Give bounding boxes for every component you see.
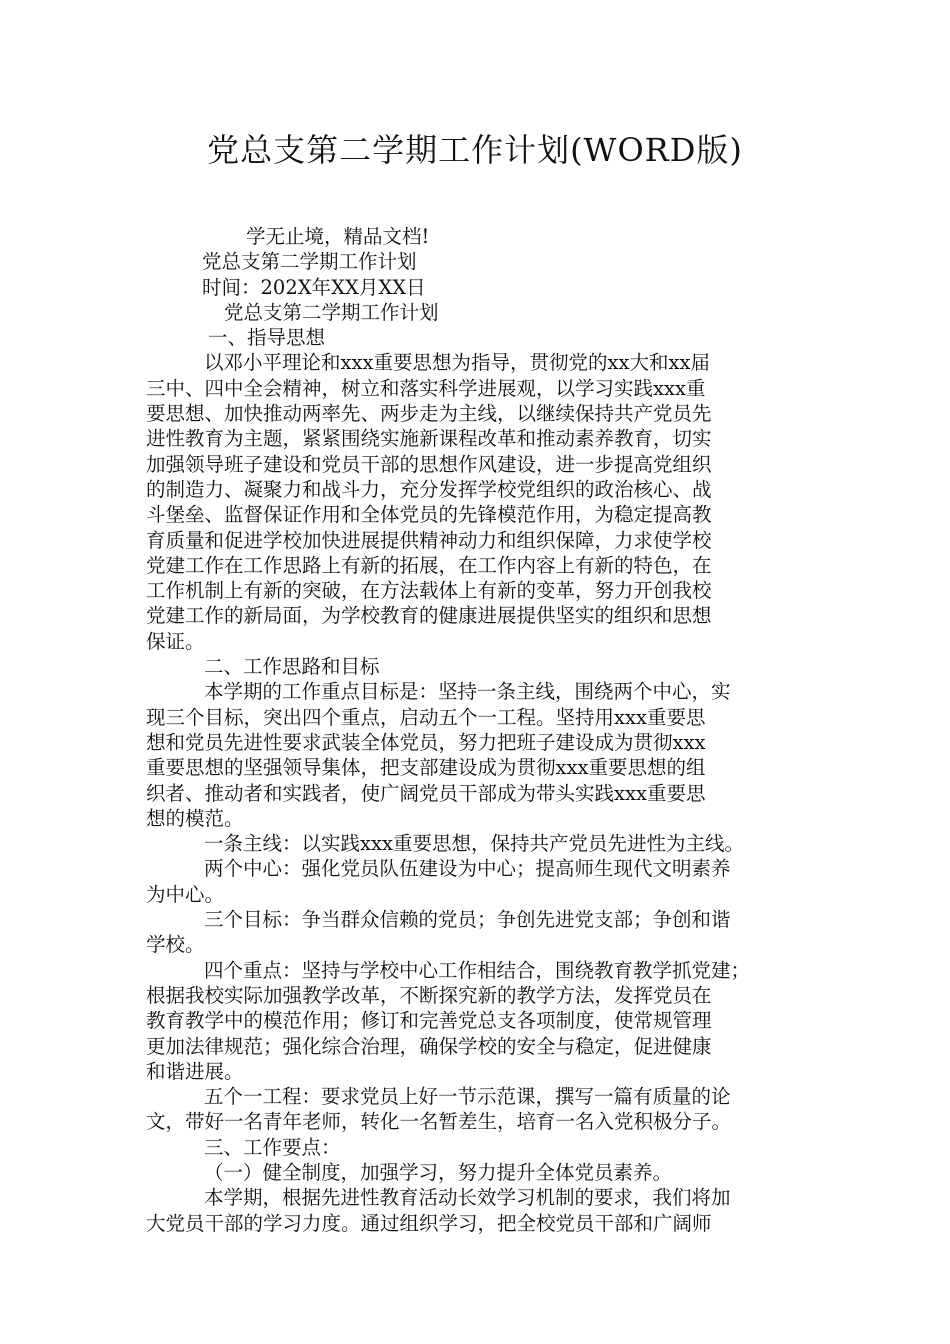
- paragraph-line: 两个中心：强化党员队伍建设为中心；提高师生现代文明素养: [204, 857, 731, 881]
- paragraph-line: 党建工作的新局面，为学校教育的健康进展提供坚实的组织和思想: [146, 604, 712, 628]
- paragraph-line: 党建工作在工作思路上有新的拓展，在工作内容上有新的特色，在: [146, 553, 712, 577]
- plan-title-line: 党总支第二学期工作计划: [202, 250, 417, 274]
- paragraph-line: 和谐进展。: [146, 1059, 244, 1083]
- paragraph-line: 教育教学中的模范作用；修订和完善党总支各项制度，使常规管理: [146, 1009, 712, 1033]
- paragraph-line: 学校。: [146, 933, 205, 957]
- paragraph-line: 斗堡垒、监督保证作用和全体党员的先锋模范作用，为稳定提高教: [146, 503, 712, 527]
- slogan-line: 学无止境，精品文档!: [246, 225, 430, 248]
- paragraph-line: 育质量和促进学校加快进展提供精神动力和组织保障，力求使学校: [146, 528, 712, 552]
- paragraph-line: 想和党员先进性要求武装全体党员，努力把班子建设成为贯彻xxx: [146, 730, 706, 754]
- document-body: [146, 224, 816, 1236]
- paragraph-line: 为中心。: [146, 882, 225, 906]
- date-line: 时间：202X年XX月XX日: [202, 275, 426, 299]
- document-title: 党总支第二学期工作计划(WORD版): [207, 131, 743, 169]
- plan-subtitle-line: 党总支第二学期工作计划: [224, 300, 439, 324]
- paragraph-line: 三中、四中全会精神，树立和落实科学进展观，以学习实践xxx重: [146, 376, 706, 400]
- paragraph-line: 加强领导班子建设和党员干部的思想作风建设，进一步提高党组织: [146, 452, 712, 476]
- paragraph-line: 的制造力、凝聚力和战斗力，充分发挥学校党组织的政治核心、战: [146, 477, 712, 501]
- paragraph-line: 文，带好一名青年老师，转化一名暂差生，培育一名入党积极分子。: [146, 1110, 732, 1134]
- paragraph-line: 保证。: [146, 629, 205, 653]
- paragraph-line: 要思想、加快推动两率先、两步走为主线，以继续保持共产党员先: [146, 402, 712, 426]
- section-heading: 三、工作要点：: [204, 1135, 341, 1159]
- paragraph-line: 五个一工程：要求党员上好一节示范课，撰写一篇有质量的论: [204, 1085, 731, 1109]
- paragraph-line: 一条主线：以实践xxx重要思想，保持共产党员先进性为主线。: [204, 832, 744, 856]
- paragraph-line: 重要思想的坚强领导集体，把支部建设成为贯彻xxx重要思想的组: [146, 756, 706, 780]
- paragraph-line: 更加法律规范；强化综合治理，确保学校的安全与稳定，促进健康: [146, 1034, 712, 1058]
- paragraph-line: 本学期，根据先进性教育活动长效学习机制的要求，我们将加: [204, 1186, 731, 1210]
- paragraph-line: 想的模范。: [146, 806, 244, 830]
- paragraph-line: 现三个目标，突出四个重点，启动五个一工程。坚持用xxx重要思: [146, 705, 706, 729]
- paragraph-line: 三个目标：争当群众信赖的党员；争创先进党支部；争创和谐: [204, 908, 731, 932]
- paragraph-line: 根据我校实际加强教学改革，不断探究新的教学方法，发挥党员在: [146, 983, 712, 1007]
- paragraph-line: 以邓小平理论和xxx重要思想为指导，贯彻党的xx大和xx届: [204, 351, 710, 375]
- paragraph-line: 工作机制上有新的突破，在方法载体上有新的变革，努力开创我校: [146, 579, 712, 603]
- paragraph-line: 本学期的工作重点目标是：坚持一条主线，围绕两个中心，实: [204, 680, 731, 704]
- section-heading: 二、工作思路和目标: [204, 655, 380, 679]
- subsection-heading: （一）健全制度，加强学习，努力提升全体党员素养。: [204, 1160, 673, 1184]
- paragraph-line: 进性教育为主题，紧紧围绕实施新课程改革和推动素养教育，切实: [146, 427, 712, 451]
- paragraph-line: 大党员干部的学习力度。通过组织学习，把全校党员干部和广阔师: [146, 1211, 712, 1235]
- paragraph-line: 织者、推动者和实践者，使广阔党员干部成为带头实践xxx重要思: [146, 781, 706, 805]
- section-heading: 一、指导思想: [208, 326, 326, 350]
- paragraph-line: 四个重点：坚持与学校中心工作相结合，围绕教育教学抓党建；: [204, 958, 751, 982]
